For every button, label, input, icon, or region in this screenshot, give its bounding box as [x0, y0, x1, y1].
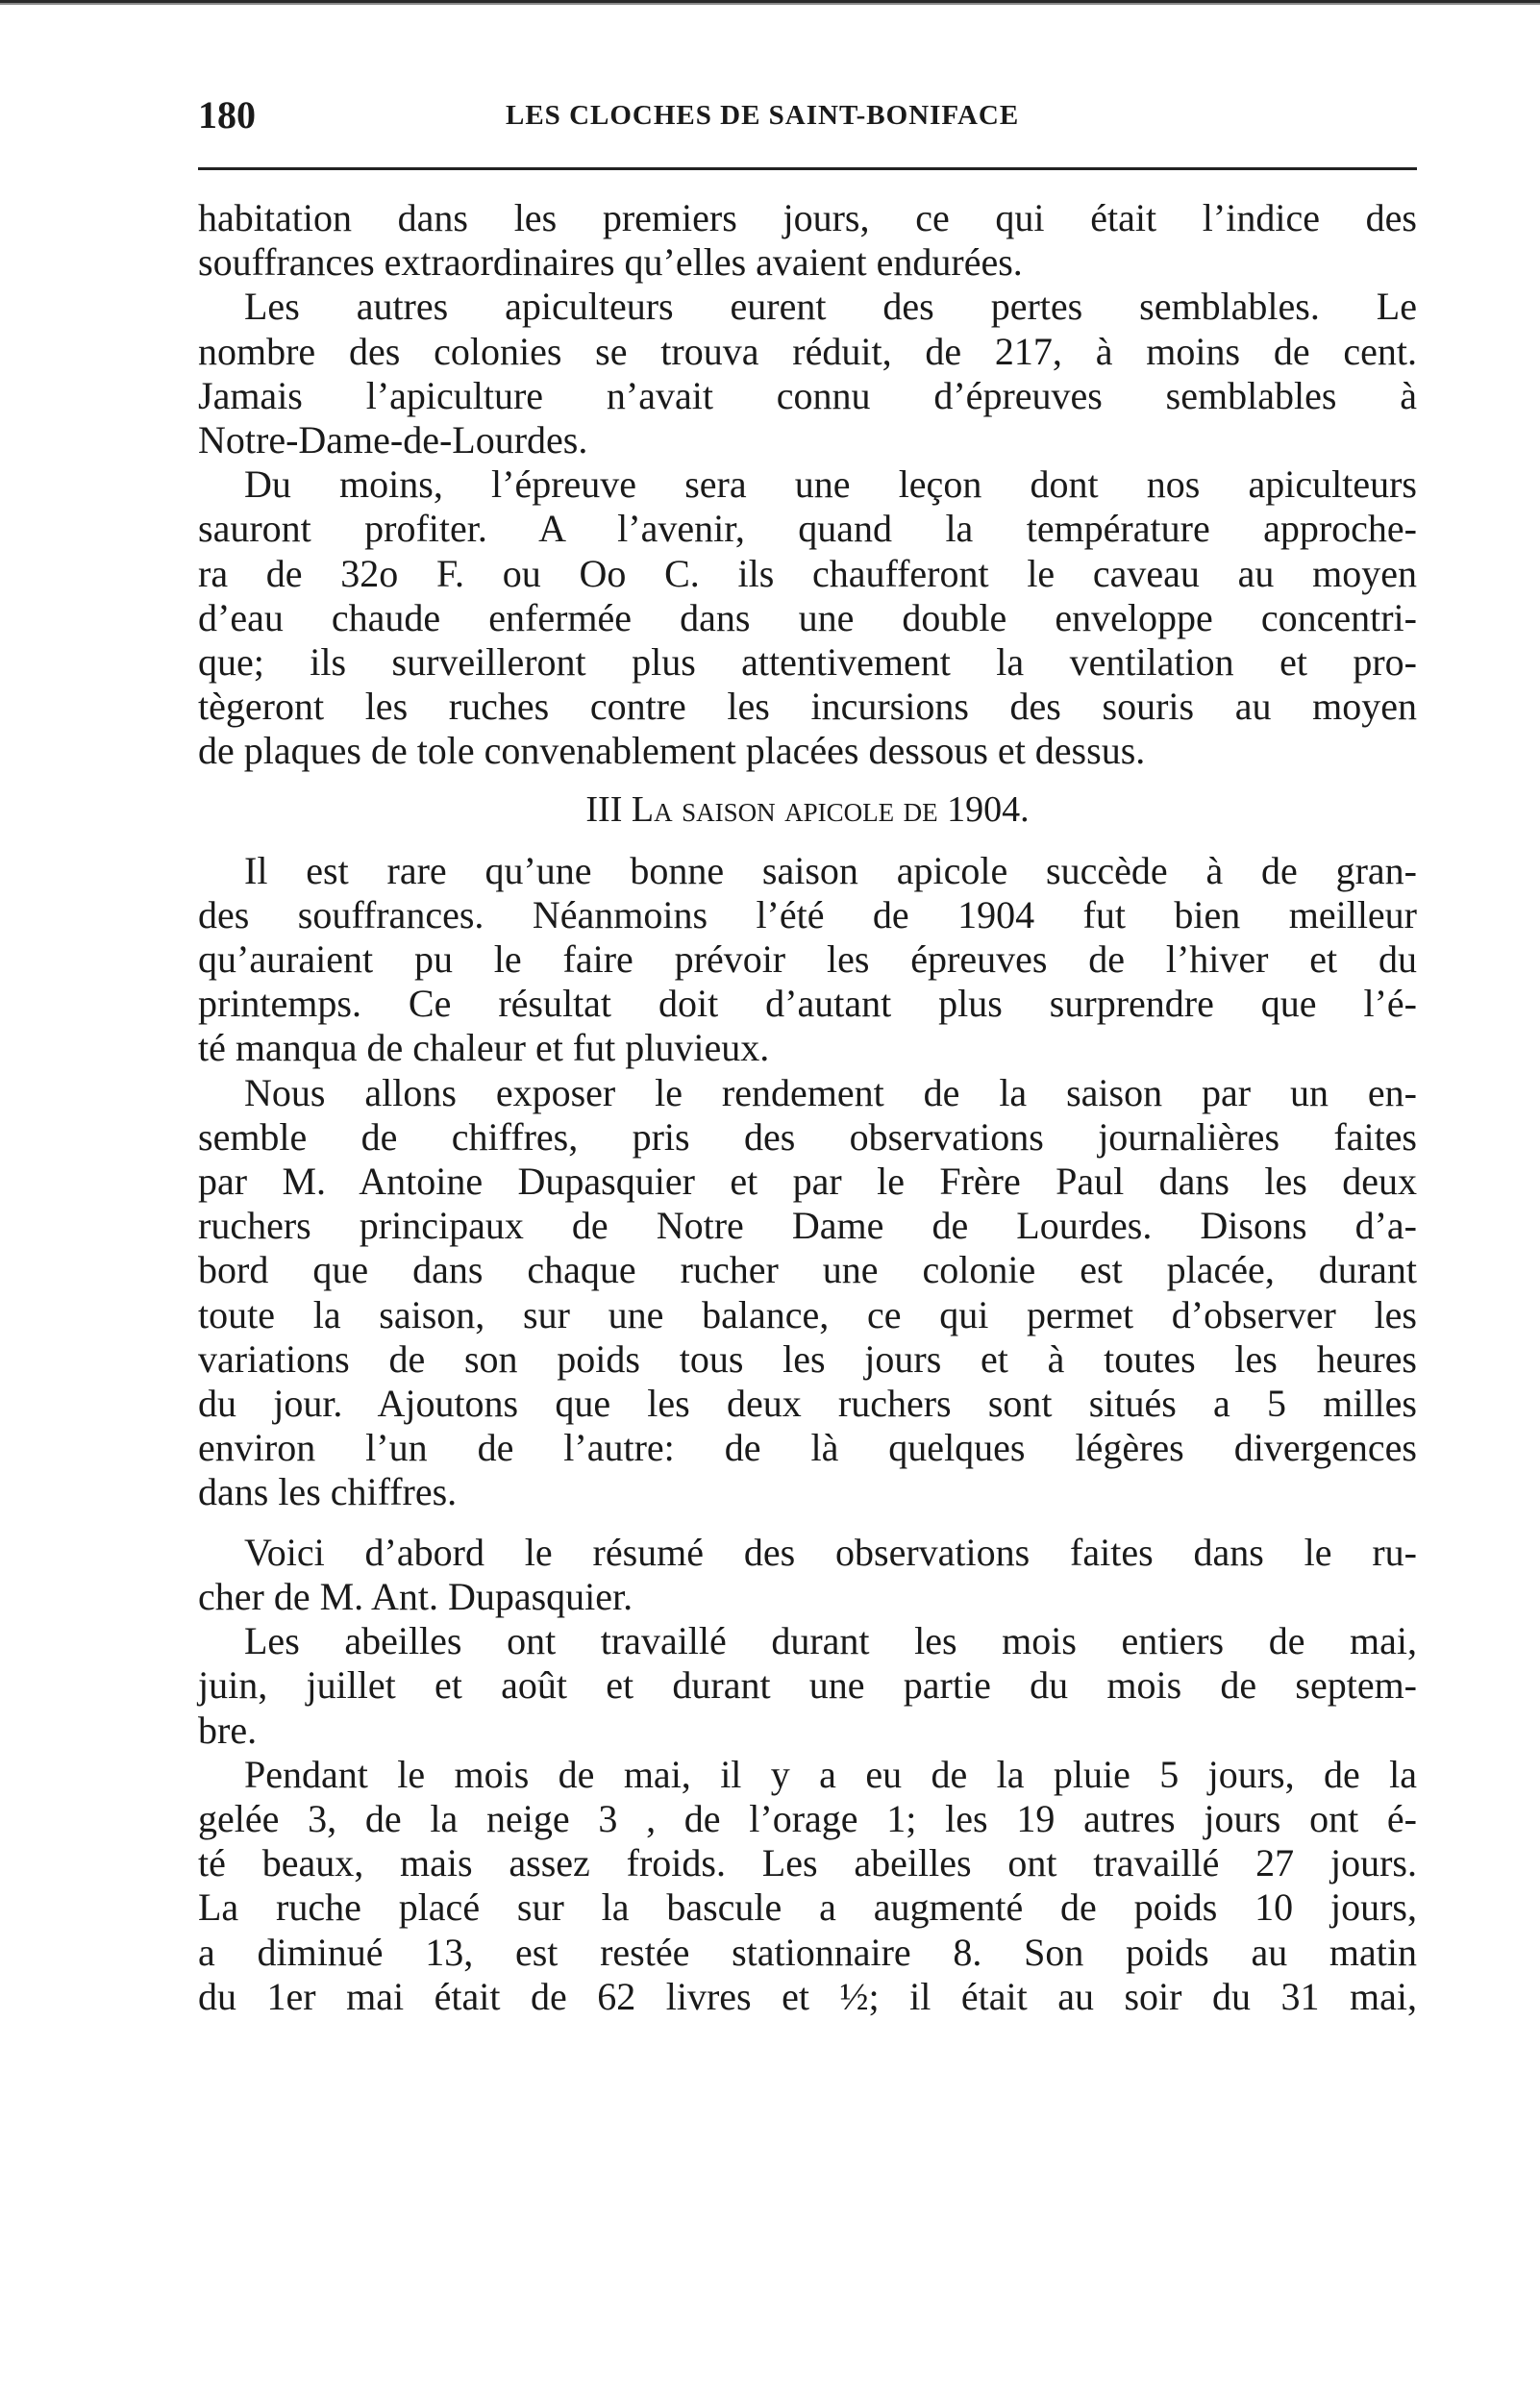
section-title-initial: L	[631, 788, 655, 830]
text-line: a diminué 13, est restée stationnaire 8. Son poids au matin	[198, 1930, 1417, 1974]
paragraph	[198, 1071, 1417, 1515]
text-line: Notre-Dame-de-Lourdes.	[198, 418, 588, 462]
text-line: d’eau chaude enfermée dans une double enveloppe concentri-	[198, 595, 1417, 639]
text-line: juin, juillet et août et durant une partie du mois de septem-	[198, 1663, 1417, 1708]
text-line: du 1er mai était de 62 livres et ½; il était au soir du 31 mai,	[198, 1974, 1417, 2018]
section-year: 1904.	[947, 788, 1030, 830]
text-line: par M. Antoine Dupasquier et par le Frère Paul dans les deux	[198, 1160, 1417, 1204]
text-line: des souffrances. Néanmoins l’été de 1904 fut bien meilleur	[198, 892, 1417, 936]
text-line: bre.	[198, 1708, 258, 1752]
text-line: souffrances extraordinaires qu’elles avaient endurées.	[198, 240, 1023, 285]
text-line: ra de 32o F. ou Oo C. ils chaufferont le caveau au moyen	[198, 551, 1417, 595]
text-line: toute la saison, sur une balance, ce qui permet d’observer les	[198, 1292, 1417, 1336]
paragraph	[198, 849, 1417, 1071]
text-line: semble de chiffres, pris des observations journalières faites	[198, 1114, 1417, 1159]
top-edge-rule	[0, 0, 1540, 10]
text-line: Pendant le mois de mai, il y a eu de la pluie 5 jours, de la	[244, 1752, 1417, 1796]
paragraphs-after-section	[198, 849, 1417, 2019]
text-line: printemps. Ce résultat doit d’autant plus surprendre que l’é-	[198, 982, 1417, 1026]
running-head: LES CLOCHES DE SAINT-BONIFACE	[506, 100, 1020, 131]
paragraph	[198, 462, 1417, 773]
text-line: que; ils surveilleront plus attentivement la ventilation et pro-	[198, 640, 1417, 685]
paragraphs-before-section	[198, 196, 1417, 774]
section-numeral: III	[585, 788, 623, 830]
text-line: bord que dans chaque rucher une colonie est placée, durant	[198, 1248, 1417, 1292]
text-line: de plaques de tole convenablement placées dessous et dessus.	[198, 729, 1146, 773]
text-line: du jour. Ajoutons que les deux ruchers sont situés a 5 milles	[198, 1382, 1417, 1426]
text-line: variations de son poids tous les jours et à toutes les heures	[198, 1336, 1417, 1381]
page-header	[198, 92, 1417, 140]
text-line: Les abeilles ont travaillé durant les mois entiers de mai,	[244, 1619, 1417, 1663]
paragraph-gap	[198, 1515, 1417, 1531]
text-line: sauront profiter. A l’avenir, quand la température approche-	[198, 507, 1417, 551]
page-number: 180	[198, 93, 256, 137]
paragraph	[198, 196, 1417, 285]
text-line: Nous allons exposer le rendement de la saison par un en-	[244, 1070, 1417, 1114]
text-line: environ l’un de l’autre: de là quelques légères divergences	[198, 1426, 1417, 1470]
body-text	[198, 196, 1417, 2019]
paragraph	[198, 1753, 1417, 2019]
text-line: Les autres apiculteurs eurent des pertes semblables. Le	[244, 285, 1417, 329]
section-heading	[198, 787, 1417, 832]
text-line: dans les chiffres.	[198, 1470, 458, 1514]
text-line: Du moins, l’épreuve sera une leçon dont nos apiculteurs	[244, 462, 1417, 507]
text-line: tègeront les ruches contre les incursions des souris au moyen	[198, 685, 1417, 729]
paragraph	[198, 1531, 1417, 1619]
text-line: té manqua de chaleur et fut pluvieux.	[198, 1026, 770, 1070]
text-line: Voici d’abord le résumé des observations faites dans le ru-	[244, 1530, 1417, 1574]
text-line: cher de M. Ant. Dupasquier.	[198, 1574, 633, 1618]
paragraph	[198, 285, 1417, 462]
text-line: habitation dans les premiers jours, ce qui était l’indice des	[198, 196, 1417, 239]
text-line: Jamais l’apiculture n’avait connu d’épreuves semblables à	[198, 373, 1417, 417]
paragraph	[198, 1619, 1417, 1753]
header-rule	[198, 167, 1417, 170]
text-line: gelée 3, de la neige 3 , de l’orage 1; les 19 autres jours ont é-	[198, 1796, 1417, 1840]
text-line: La ruche placé sur la bascule a augmenté de poids 10 jours,	[198, 1885, 1417, 1930]
section-title: a saison apicole de	[654, 788, 938, 830]
text-line: ruchers principaux de Notre Dame de Lourdes. Disons d’a-	[198, 1204, 1417, 1248]
text-line: té beaux, mais assez froids. Les abeilles ont travaillé 27 jours.	[198, 1841, 1417, 1885]
text-line: nombre des colonies se trouva réduit, de 217, à moins de cent.	[198, 329, 1417, 373]
text-line: qu’auraient pu le faire prévoir les épreuves de l’hiver et du	[198, 937, 1417, 982]
text-line: Il est rare qu’une bonne saison apicole succède à de gran-	[244, 848, 1417, 892]
